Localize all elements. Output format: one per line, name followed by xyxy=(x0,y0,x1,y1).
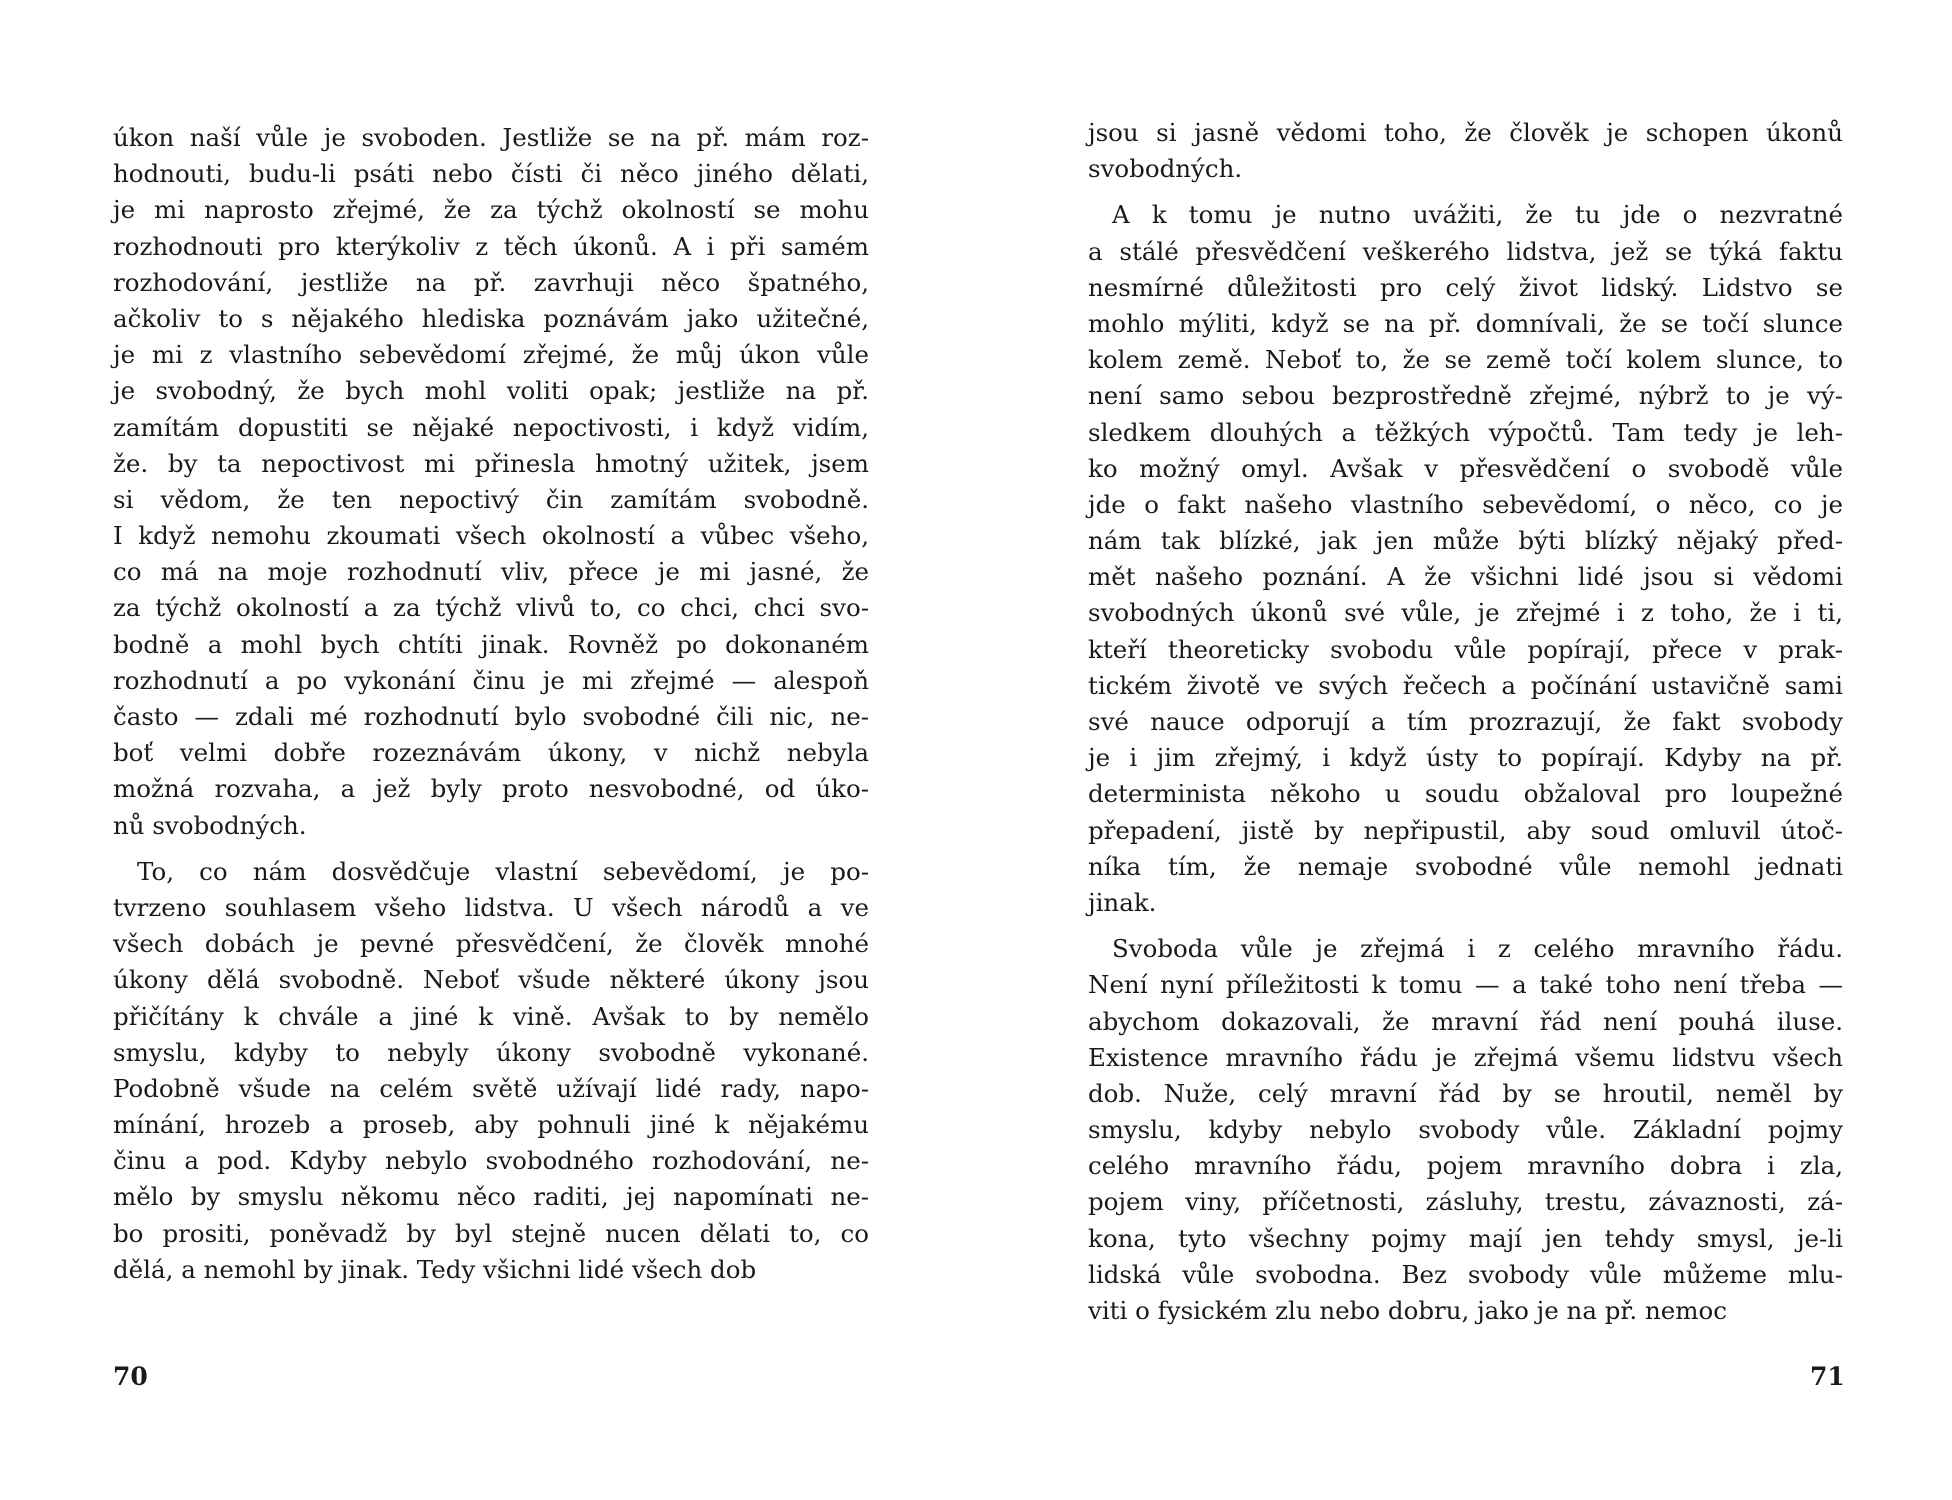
paragraph xyxy=(1088,115,1843,187)
text-line: mohlo mýliti, když se na př. domnívali, že se točí slunce xyxy=(1088,308,1843,338)
text-line: Existence mravního řádu je zřejmá všemu lidstvu všech xyxy=(1088,1042,1843,1072)
text-line: bodně a mohl bych chtíti jinak. Rovněž po dokonaném xyxy=(113,629,869,659)
paragraph xyxy=(1088,197,1843,921)
text-line: nesmírné důležitosti pro celý život lidský. Lidstvo se xyxy=(1088,272,1843,302)
text-line: To, co nám dosvědčuje vlastní sebevědomí, je po- xyxy=(137,856,869,886)
text-line: činu a pod. Kdyby nebylo svobodného rozhodování, ne- xyxy=(113,1146,869,1176)
text-line: kteří theoreticky svobodu vůle popírají, přece v prak- xyxy=(1088,634,1843,664)
text-line: smyslu, kdyby nebylo svobody vůle. Základní pojmy xyxy=(1088,1115,1843,1145)
text-line: úkon naší vůle je svoboden. Jestliže se na př. mám roz- xyxy=(113,123,869,152)
text-line: není samo sebou bezprostředně zřejmé, nýbrž to je vý- xyxy=(1088,381,1843,411)
text-line: pojem viny, příčetnosti, zásluhy, trestu, závaznosti, zá- xyxy=(1088,1187,1843,1217)
text-line: celého mravního řádu, pojem mravního dobra i zla, xyxy=(1088,1151,1843,1181)
text-line: lidská vůle svobodna. Bez svobody vůle můžeme mlu- xyxy=(1088,1259,1843,1289)
text-line: často — zdali mé rozhodnutí bylo svobodné čili nic, ne- xyxy=(113,702,869,731)
text-line: jinak. xyxy=(1088,887,1157,917)
text-line: hodnouti, budu-li psáti nebo čísti či něco jiného dělati, xyxy=(113,159,869,189)
text-line: jsou si jasně vědomi toho, že člověk je schopen úkonů xyxy=(1088,118,1843,147)
text-line: mět našeho poznání. A že všichni lidé jsou si vědomi xyxy=(1088,562,1843,592)
text-line: úkony dělá svobodně. Neboť všude některé úkony jsou xyxy=(113,965,869,995)
text-line: a stálé přesvědčení veškerého lidstva, jež se týká faktu xyxy=(1088,236,1843,266)
text-line: Svoboda vůle je zřejmá i z celého mravního řádu. xyxy=(1112,934,1843,964)
text-line: dělá, a nemohl by jinak. Tedy všichni lidé všech dob xyxy=(113,1254,757,1284)
text-line: je svobodný, že bych mohl voliti opak; jestliže na př. xyxy=(113,376,869,406)
text-line: svobodných úkonů své vůle, je zřejmé i z toho, že i ti, xyxy=(1088,598,1843,628)
text-line: jde o fakt našeho vlastního sebevědomí, o něco, co je xyxy=(1088,489,1843,519)
text-line: svobodných. xyxy=(1088,154,1243,184)
text-line: nů svobodných. xyxy=(113,810,307,840)
text-line: tvrzeno souhlasem všeho lidstva. U všech národů a ve xyxy=(113,892,869,922)
text-line: je mi naprosto zřejmé, že za týchž okolností se mohu xyxy=(113,195,869,225)
text-line: ačkoliv to s nějakého hlediska poznávám jako užitečné, xyxy=(113,303,869,333)
paragraph-gap xyxy=(1088,187,1843,197)
text-line: mělo by smyslu někomu něco raditi, jej napomínati ne- xyxy=(113,1182,869,1212)
text-line: si vědom, že ten nepoctivý čin zamítám svobodně. xyxy=(113,484,869,514)
text-line: Podobně všude na celém světě užívají lidé rady, napo- xyxy=(113,1073,869,1103)
text-line: je mi z vlastního sebevědomí zřejmé, že můj úkon vůle xyxy=(113,340,869,370)
text-line: kolem země. Neboť to, že se země točí kolem slunce, to xyxy=(1088,345,1843,375)
right-page-number: 71 xyxy=(1810,1362,1845,1391)
text-line: níka tím, že nemaje svobodné vůle nemohl jednati xyxy=(1088,851,1843,881)
text-line: co má na moje rozhodnutí vliv, přece je mi jasné, že xyxy=(113,557,869,587)
text-line: nám tak blízké, jak jen může býti blízký nějaký před- xyxy=(1088,526,1843,556)
text-line: viti o fysickém zlu nebo dobru, jako je na př. nemoc xyxy=(1088,1296,1727,1325)
right-page-text xyxy=(1088,115,1843,1329)
text-line: A k tomu je nutno uvážiti, že tu jde o nezvratné xyxy=(1112,200,1843,230)
text-line: rozhodnutí a po vykonání činu je mi zřejmé — alespoň xyxy=(113,665,869,695)
text-line: bo prositi, poněvadž by byl stejně nucen dělati to, co xyxy=(113,1218,869,1248)
text-line: boť velmi dobře rozeznávám úkony, v nichž nebyla xyxy=(113,738,869,768)
text-line: za týchž okolností a za týchž vlivů to, co chci, chci svo- xyxy=(113,593,869,623)
text-line: mínání, hrozeb a proseb, aby pohnuli jiné k nějakému xyxy=(113,1110,869,1140)
text-line: kona, tyto všechny pojmy mají jen tehdy smysl, je-li xyxy=(1088,1223,1843,1253)
paragraph xyxy=(113,120,869,844)
text-line: přepadení, jistě by nepřipustil, aby soud omluvil útoč- xyxy=(1088,815,1843,845)
right-page xyxy=(976,0,1952,1500)
text-line: Není nyní příležitosti k tomu — a také toho není třeba — xyxy=(1088,970,1843,1000)
text-line: možná rozvaha, a jež byly proto nesvobodné, od úko- xyxy=(113,774,869,804)
left-page-number: 70 xyxy=(113,1362,148,1391)
text-line: zamítám dopustiti se nějaké nepoctivosti, i když vidím, xyxy=(113,412,869,442)
text-line: přičítány k chvále a jiné k vině. Avšak to by nemělo xyxy=(113,1001,869,1031)
text-line: rozhodování, jestliže na př. zavrhuji něco špatného, xyxy=(113,267,869,297)
text-line: sledkem dlouhých a těžkých výpočtů. Tam tedy je leh- xyxy=(1088,417,1843,447)
paragraph-gap xyxy=(113,844,869,854)
text-line: že. by ta nepoctivost mi přinesla hmotný užitek, jsem xyxy=(113,448,869,478)
text-line: rozhodnouti pro kterýkoliv z těch úkonů. A i při samém xyxy=(113,231,869,261)
left-page-text xyxy=(113,120,869,1288)
text-line: je i jim zřejmý, i když ústy to popírají. Kdyby na př. xyxy=(1088,743,1843,773)
text-line: I když nemohu zkoumati všech okolností a vůbec všeho, xyxy=(113,521,869,551)
text-line: determinista někoho u soudu obžaloval pro loupežné xyxy=(1088,779,1843,809)
text-line: ko možný omyl. Avšak v přesvědčení o svobodě vůle xyxy=(1088,453,1843,483)
text-line: smyslu, kdyby to nebyly úkony svobodně vykonané. xyxy=(113,1037,869,1067)
text-line: své nauce odporují a tím prozrazují, že fakt svobody xyxy=(1088,707,1843,736)
text-line: abychom dokazovali, že mravní řád není pouhá iluse. xyxy=(1088,1006,1843,1036)
text-line: všech dobách je pevné přesvědčení, že člověk mnohé xyxy=(113,929,869,959)
paragraph-gap xyxy=(1088,921,1843,931)
text-line: dob. Nuže, celý mravní řád by se hroutil, neměl by xyxy=(1088,1078,1843,1108)
paragraph xyxy=(113,854,869,1288)
text-line: tickém životě ve svých řečech a počínání ustavičně sami xyxy=(1088,670,1843,700)
paragraph xyxy=(1088,931,1843,1329)
